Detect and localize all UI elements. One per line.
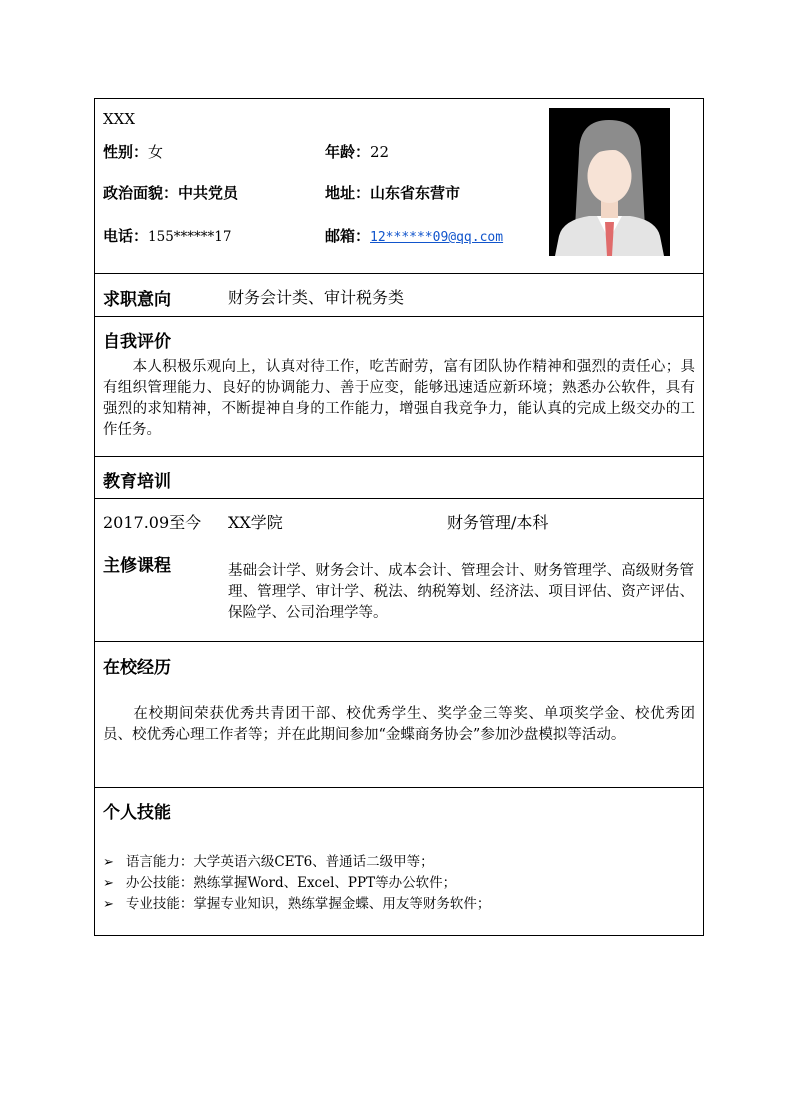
self-eval-title: 自我评价 xyxy=(103,332,171,352)
gender-row xyxy=(103,141,163,162)
arrow-bullet-icon: ➢ xyxy=(103,897,114,912)
skills-title: 个人技能 xyxy=(103,803,171,823)
candidate-name: XXX xyxy=(103,110,136,128)
profile-photo xyxy=(549,108,670,256)
email-row xyxy=(325,225,503,246)
gender-value: 女 xyxy=(148,143,164,161)
arrow-bullet-icon: ➢ xyxy=(103,876,114,891)
campus-text: 在校期间荣获优秀共青团干部、校优秀学生、奖学金三等奖、单项奖学金、校优秀团员、校优秀心理工作者等；并在此期间参加“金蝶商务协会”参加沙盘模拟等活动。 xyxy=(103,706,695,743)
education-major: 财务管理/本科 xyxy=(447,513,549,532)
address-value: 山东省东营市 xyxy=(370,184,461,202)
divider-line xyxy=(95,498,704,499)
divider-line xyxy=(95,456,704,457)
self-eval-text: 本人积极乐观向上，认真对待工作，吃苦耐劳，富有团队协作精神和强烈的责任心；具有组织管理能力、良好的协调能力、善于应变，能够迅速适应新环境；熟悉办公软件，具有强烈的求知精神，不断提神自身的工作能力，增强自我竞争力，能认真的完成上级交办的工作任务。 xyxy=(103,359,695,438)
phone-label: 电话： xyxy=(103,227,149,245)
age-row xyxy=(325,141,389,162)
age-label: 年龄： xyxy=(325,143,371,161)
divider-line xyxy=(95,273,704,274)
address-row xyxy=(325,182,460,203)
education-school: XX学院 xyxy=(228,513,283,532)
skill-item xyxy=(103,892,490,912)
education-period: 2017.09至今 xyxy=(103,513,202,532)
gender-label: 性别： xyxy=(103,143,149,161)
job-intent-value: 财务会计类、审计税务类 xyxy=(228,288,405,307)
job-intent-title: 求职意向 xyxy=(103,290,171,310)
courses-text: 基础会计学、财务会计、成本会计、管理会计、财务管理学、高级财务管理、管理学、审计学、税法、纳税筹划、经济法、项目评估、资产评估、保险学、公司治理学等。 xyxy=(228,563,694,621)
skill-item-text: 专业技能：掌握专业知识，熟练掌握金蝶、用友等财务软件； xyxy=(125,896,491,912)
campus-title: 在校经历 xyxy=(103,658,171,678)
divider-line xyxy=(95,787,704,788)
divider-line xyxy=(95,316,704,317)
phone-row xyxy=(103,225,231,246)
courses-title: 主修课程 xyxy=(103,556,171,576)
divider-line xyxy=(95,641,704,642)
politics-value: 中共党员 xyxy=(178,184,239,202)
skill-item xyxy=(103,850,434,870)
education-title: 教育培训 xyxy=(103,472,171,492)
skill-item-text: 语言能力：大学英语六级CET6、普通话二级甲等； xyxy=(125,854,434,870)
email-label: 邮箱： xyxy=(325,227,371,245)
arrow-bullet-icon: ➢ xyxy=(103,855,114,870)
address-label: 地址： xyxy=(325,184,371,202)
skill-item xyxy=(103,871,456,891)
email-link[interactable]: 12******09@qq.com xyxy=(370,230,504,245)
politics-row xyxy=(103,182,238,203)
skill-item-text: 办公技能：熟练掌握Word、Excel、PPT等办公软件； xyxy=(125,875,457,891)
age-value: 22 xyxy=(370,143,390,161)
phone-value: 155******17 xyxy=(148,229,232,245)
politics-label: 政治面貌： xyxy=(103,184,179,202)
avatar-illustration-icon xyxy=(549,108,670,256)
